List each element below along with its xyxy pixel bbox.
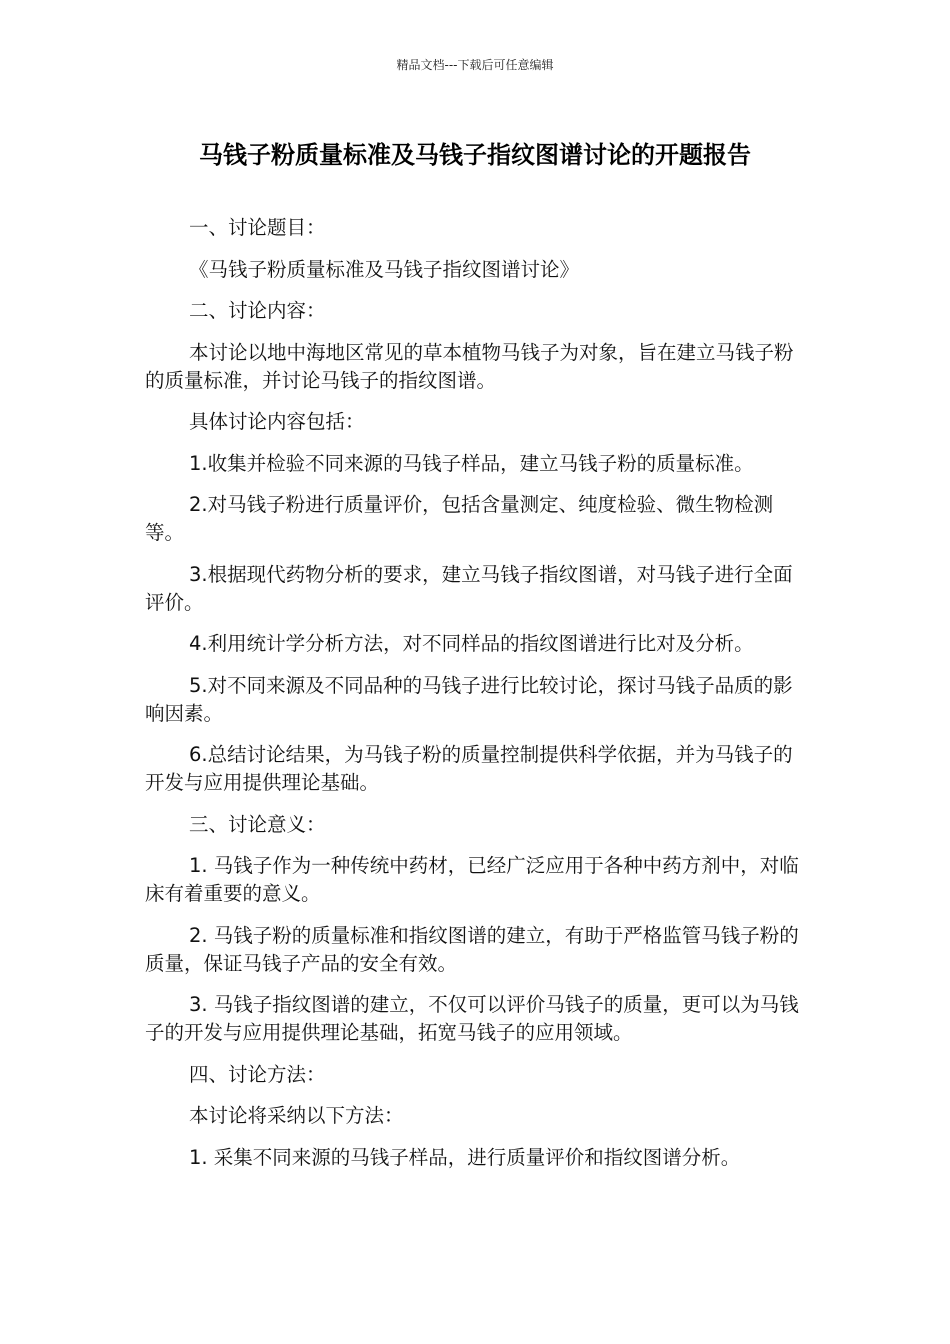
section-heading-content: 二、讨论内容： — [189, 299, 326, 322]
document-body — [145, 214, 805, 1185]
content-item-5: 5.对不同来源及不同品种的马钱子进行比较讨论，探讨马钱子品质的影响因素。 — [145, 673, 793, 725]
significance-item-1: 1. 马钱子作为一种传统中药材，已经广泛应用于各种中药方剂中，对临床有着重要的意义。 — [145, 854, 799, 905]
section-heading-method: 四、讨论方法： — [189, 1062, 326, 1086]
section-heading-significance: 三、讨论意义： — [189, 812, 326, 836]
content-item-1: 1.收集并检验不同来源的马钱子样品，建立马钱子粉的质量标准。 — [189, 451, 754, 475]
content-item-2: 2.对马钱子粉进行质量评价，包括含量测定、纯度检验、微生物检测等。 — [145, 493, 774, 544]
significance-item-3: 3. 马钱子指纹图谱的建立，不仅可以评价马钱子的质量，更可以为马钱子的开发与应用提供理论基础，拓宽马钱子的应用领域。 — [145, 993, 799, 1044]
content-item-4: 4.利用统计学分析方法，对不同样品的指纹图谱进行比对及分析。 — [189, 632, 754, 655]
topic-title: 《马钱子粉质量标准及马钱子指纹图谱讨论》 — [189, 257, 580, 281]
page-header: 精品文档---下载后可任意编辑 — [396, 58, 554, 72]
content-item-6: 6.总结讨论结果，为马钱子粉的质量控制提供科学依据，并为马钱子的开发与应用提供理论基础。 — [145, 743, 793, 794]
method-item-1: 1. 采集不同来源的马钱子样品，进行质量评价和指纹图谱分析。 — [189, 1145, 741, 1169]
document-title: 马钱子粉质量标准及马钱子指纹图谱讨论的开题报告 — [199, 141, 751, 169]
content-intro: 本讨论以地中海地区常见的草本植物马钱子为对象，旨在建立马钱子粉的质量标准，并讨论马钱子的指纹图谱。 — [145, 340, 794, 392]
content-list-lead: 具体讨论内容包括： — [189, 410, 365, 433]
method-intro: 本讨论将采纳以下方法： — [189, 1104, 404, 1127]
significance-item-2: 2. 马钱子粉的质量标准和指纹图谱的建立，有助于严格监管马钱子粉的质量，保证马钱子产品的安全有效。 — [145, 923, 799, 975]
section-heading-topic: 一、讨论题目： — [189, 216, 326, 239]
content-item-3: 3.根据现代药物分析的要求，建立马钱子指纹图谱，对马钱子进行全面评价。 — [145, 562, 793, 614]
